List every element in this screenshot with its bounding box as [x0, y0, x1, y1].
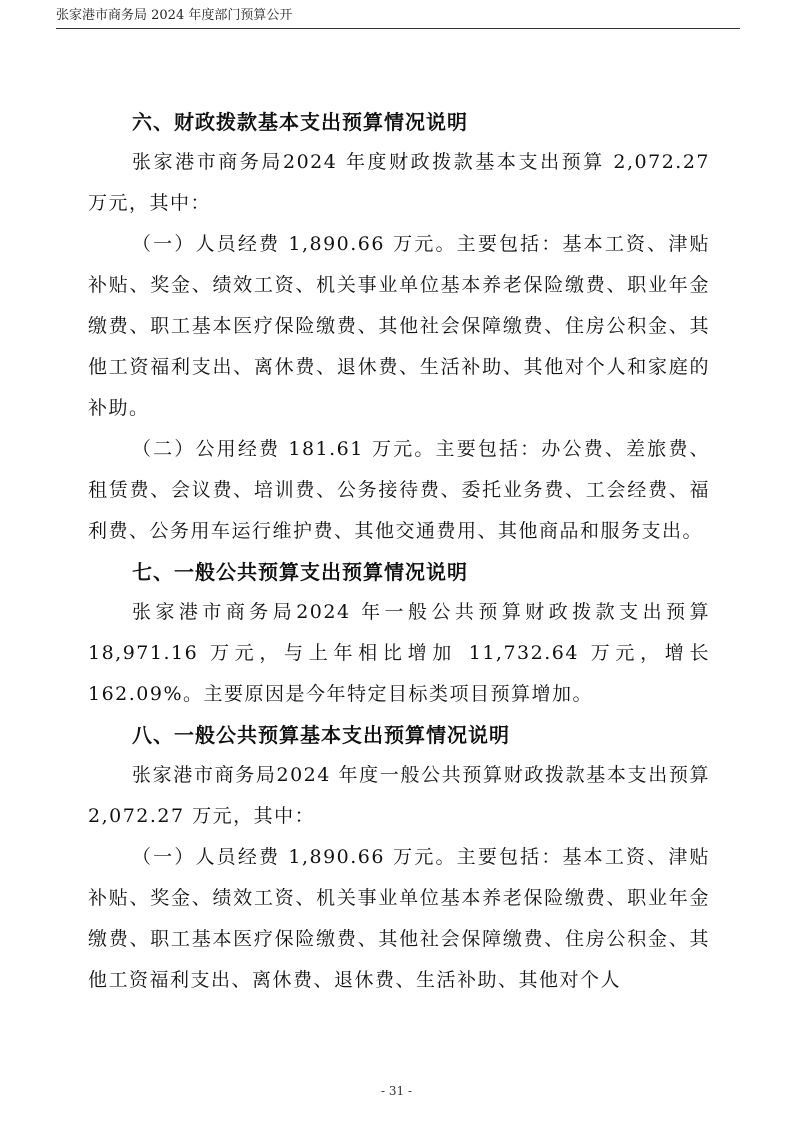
section-6-personnel-funds: （一）人员经费 1,890.66 万元。主要包括：基本工资、津贴补贴、奖金、绩效工资、机关事业单位基本养老保险缴费、职业年金缴费、职工基本医疗保险缴费、其他社会保障缴费、住房公积金、其他工资福利支出、离休费、退休费、生活补助、其他对个人和家庭的补助。: [88, 233, 710, 419]
section-8-heading: 八、一般公共预算基本支出预算情况说明: [132, 723, 510, 747]
running-header: 张家港市商务局 2024 年度部门预算公开: [56, 6, 740, 29]
section-7-body: 张家港市商务局2024 年一般公共预算财政拨款支出预算 18,971.16 万元，与上年相比增加 11,732.64 万元，增长 162.09%。主要原因是今年特定目标类项目预算增加。: [88, 601, 710, 705]
section-6-heading: 六、财政拨款基本支出预算情况说明: [132, 110, 468, 134]
section-8-intro: 张家港市商务局2024 年度一般公共预算财政拨款基本支出预算 2,072.27 万元，其中：: [88, 764, 710, 827]
page-content: [88, 102, 710, 1001]
section-6-public-funds: （二）公用经费 181.61 万元。主要包括：办公费、差旅费、租赁费、会议费、培训费、公务接待费、委托业务费、工会经费、福利费、公务用车运行维护费、其他交通费用、其他商品和服务支出。: [88, 438, 710, 542]
section-6-intro: 张家港市商务局2024 年度财政拨款基本支出预算 2,072.27 万元，其中：: [88, 151, 710, 214]
section-7-heading: 七、一般公共预算支出预算情况说明: [132, 560, 468, 584]
section-8-personnel-funds: （一）人员经费 1,890.66 万元。主要包括：基本工资、津贴补贴、奖金、绩效工资、机关事业单位基本养老保险缴费、职业年金缴费、职工基本医疗保险缴费、其他社会保障缴费、住房公积金、其他工资福利支出、离休费、退休费、生活补助、其他对个人: [88, 846, 710, 991]
page-number: - 31 -: [380, 1084, 412, 1098]
